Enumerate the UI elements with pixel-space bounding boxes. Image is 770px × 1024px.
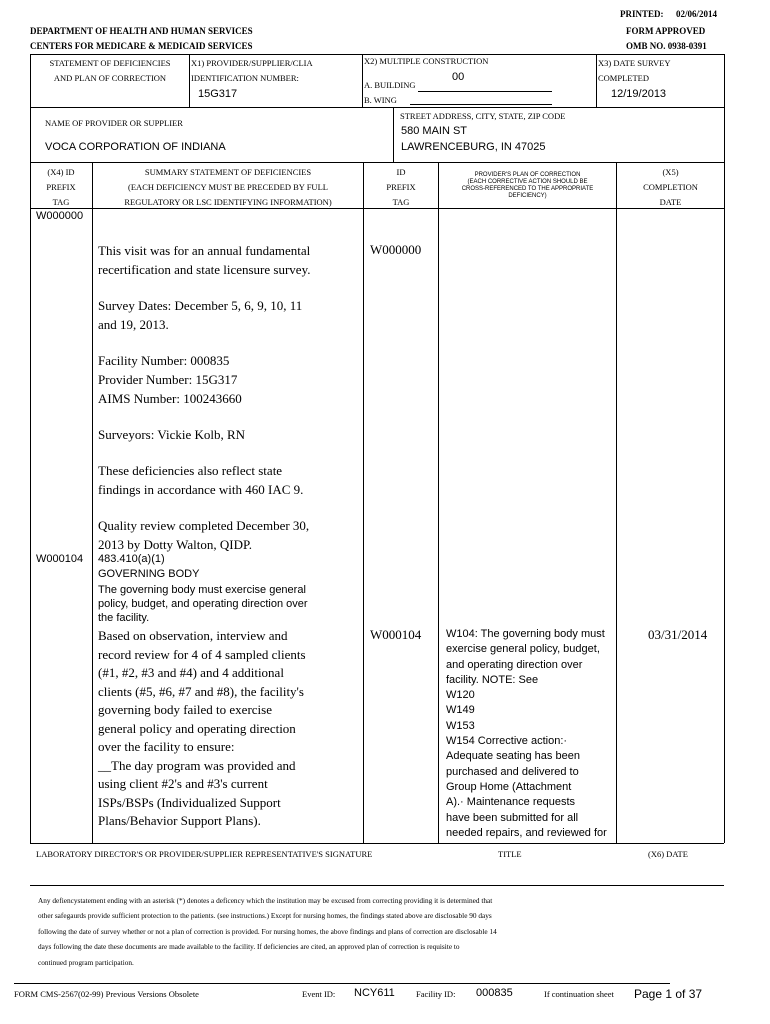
header-divider-1	[189, 54, 190, 107]
continuation-label: If continuation sheet	[544, 989, 614, 999]
row2-id-tag: W000104	[370, 627, 422, 642]
facility-id-value: 000835	[476, 987, 513, 999]
header-mid-line	[30, 107, 724, 108]
date-label: (X6) DATE	[648, 849, 688, 859]
address-line-1: 580 MAIN ST	[401, 125, 468, 137]
agency-name: CENTERS FOR MEDICARE & MEDICAID SERVICES	[30, 41, 253, 51]
completion-date-header: (X5) COMPLETION DATE	[643, 167, 698, 207]
header-divider-2	[362, 54, 363, 107]
clia-number-value: 15G317	[198, 88, 238, 100]
intro-paragraph-2: Survey Dates: December 5, 6, 9, 10, 11 and 19, 2013.	[98, 298, 303, 332]
table-bottom-line	[30, 843, 724, 844]
address-label: STREET ADDRESS, CITY, STATE, ZIP CODE	[400, 111, 566, 121]
table-col-divider-2	[363, 162, 364, 843]
id-prefix-tag-header-left: (X4) ID PREFIX TAG	[46, 167, 76, 207]
finding-text: Based on observation, interview and record review for 4 of 4 sampled clients (#1, #2, #3 and #4) and 4 additional clients (#5, #6, #7 and #8), the facility's governing body failed to exercise general policy and operating direction over the facility to ensure: __The day program was provided and using client #2's and #3's current ISPs/BSPs (Individualized Support Plans/Behavior Support Plans).	[98, 628, 306, 828]
header-bottom-line	[30, 162, 724, 163]
building-line	[418, 91, 552, 92]
form-number: FORM CMS-2567(02-99) Previous Versions Obsolete	[14, 989, 199, 999]
department-name: DEPARTMENT OF HEALTH AND HUMAN SERVICES	[30, 26, 253, 36]
facility-id-label: Facility ID:	[416, 989, 456, 999]
clia-number-label: X1) PROVIDER/SUPPLIER/CLIA IDENTIFICATION NUMBER:	[191, 58, 313, 83]
column-header-bottom-line	[30, 208, 724, 209]
date-survey-completed-value: 12/19/2013	[611, 88, 667, 100]
regulation-title: GOVERNING BODY	[98, 568, 200, 580]
omb-number: OMB NO. 0938-0391	[626, 41, 707, 51]
title-label: TITLE	[498, 849, 522, 859]
intro-paragraph-1: This visit was for an annual fundamental recertification and state licensure survey.	[98, 243, 311, 277]
table-col-divider-1	[92, 162, 93, 843]
event-id-value: NCY611	[354, 987, 395, 999]
summary-statement-header: SUMMARY STATEMENT OF DEFICIENCIES (EACH DEFICIENCY MUST BE PRECEDED BY FULL REGULATORY OR LSC IDENTIFYING INFORMATION)	[124, 167, 332, 207]
signature-label: LABORATORY DIRECTOR'S OR PROVIDER/SUPPLIER REPRESENTATIVE'S SIGNATURE	[36, 849, 373, 859]
disclaimer-text: Any defiencystatement ending with an asterisk (*) denotes a deficency which the institution may be excused from correcting providing it is determined that other safegaurds provide sufficient protection to the patients. (see instructions.) Except for nursing homes, the findings stated above are disclosable 90 days following the date of survey whether or not a plan of correction is provided. For nursing homes, the above findings and plans of correction are disclosable 14 days following the date these documents are made available to the facility. If deficiencies are cited, an approved plan of correction is requisite to continued program participation.	[38, 896, 497, 967]
table-right-border	[724, 162, 725, 843]
table-left-border	[30, 162, 31, 843]
multiple-construction-value: 00	[452, 71, 465, 83]
row1-prefix-tag: W000000	[36, 210, 84, 222]
signature-bottom-line	[30, 885, 724, 886]
intro-paragraph-4: Surveyors: Vickie Kolb, RN	[98, 427, 246, 442]
provider-name-label: NAME OF PROVIDER OR SUPPLIER	[45, 118, 183, 128]
regulation-code: 483.410(a)(1)	[98, 553, 165, 565]
plan-of-correction-text: W104: The governing body must exercise general policy, budget, and operating direction over facility. NOTE: See W120 W149 W153 W154 Corrective action:· Adequate seating has been purchased and delivered to Group Home (Attachment A).· Maintenance requests have been submitted for all needed repairs, and reviewed for	[446, 628, 607, 839]
date-survey-completed-label: X3) DATE SURVEY COMPLETED	[598, 58, 671, 83]
printed-date: 02/06/2014	[676, 9, 718, 19]
page-number: Page 1 of 37	[634, 987, 703, 1001]
multiple-construction-label: X2) MULTIPLE CONSTRUCTION	[364, 56, 489, 66]
statement-of-deficiencies-label: STATEMENT OF DEFICIENCIES AND PLAN OF CORRECTION	[49, 58, 171, 83]
header-divider-4	[393, 107, 394, 162]
building-label: A. BUILDING	[364, 80, 416, 90]
provider-name-value: VOCA CORPORATION OF INDIANA	[45, 141, 226, 153]
wing-line	[410, 104, 552, 105]
header-divider-3	[596, 54, 597, 107]
header-top-line	[30, 54, 724, 55]
intro-paragraph-5: These deficiencies also reflect state findings in accordance with 460 IAC 9.	[98, 463, 304, 497]
printed-label: PRINTED:	[620, 9, 664, 19]
intro-paragraph-6: Quality review completed December 30, 2013 by Dotty Walton, QIDP.	[98, 518, 310, 552]
address-line-2: LAWRENCEBURG, IN 47025	[401, 141, 546, 153]
row1-id-tag: W000000	[370, 242, 422, 257]
row2-prefix-tag: W000104	[36, 553, 84, 565]
event-id-label: Event ID:	[302, 989, 336, 999]
intro-paragraph-3: Facility Number: 000835 Provider Number: 15G317 AIMS Number: 100243660	[98, 353, 242, 406]
header-right-border	[724, 54, 725, 162]
regulation-text: The governing body must exercise general policy, budget, and operating direction over the facility.	[98, 584, 308, 624]
footer-top-line	[14, 983, 670, 984]
form-approved-label: FORM APPROVED	[626, 26, 706, 36]
table-col-divider-3	[438, 162, 439, 843]
wing-label: B. WING	[364, 95, 397, 105]
plan-of-correction-header: PROVIDER'S PLAN OF CORRECTION (EACH CORRECTIVE ACTION SHOULD BE CROSS-REFERENCED TO THE APPROPRIATE DEFICIENCY)	[461, 172, 594, 199]
completion-date: 03/31/2014	[648, 627, 708, 642]
table-col-divider-4	[616, 162, 617, 843]
id-prefix-tag-header-right: ID PREFIX TAG	[386, 167, 416, 207]
